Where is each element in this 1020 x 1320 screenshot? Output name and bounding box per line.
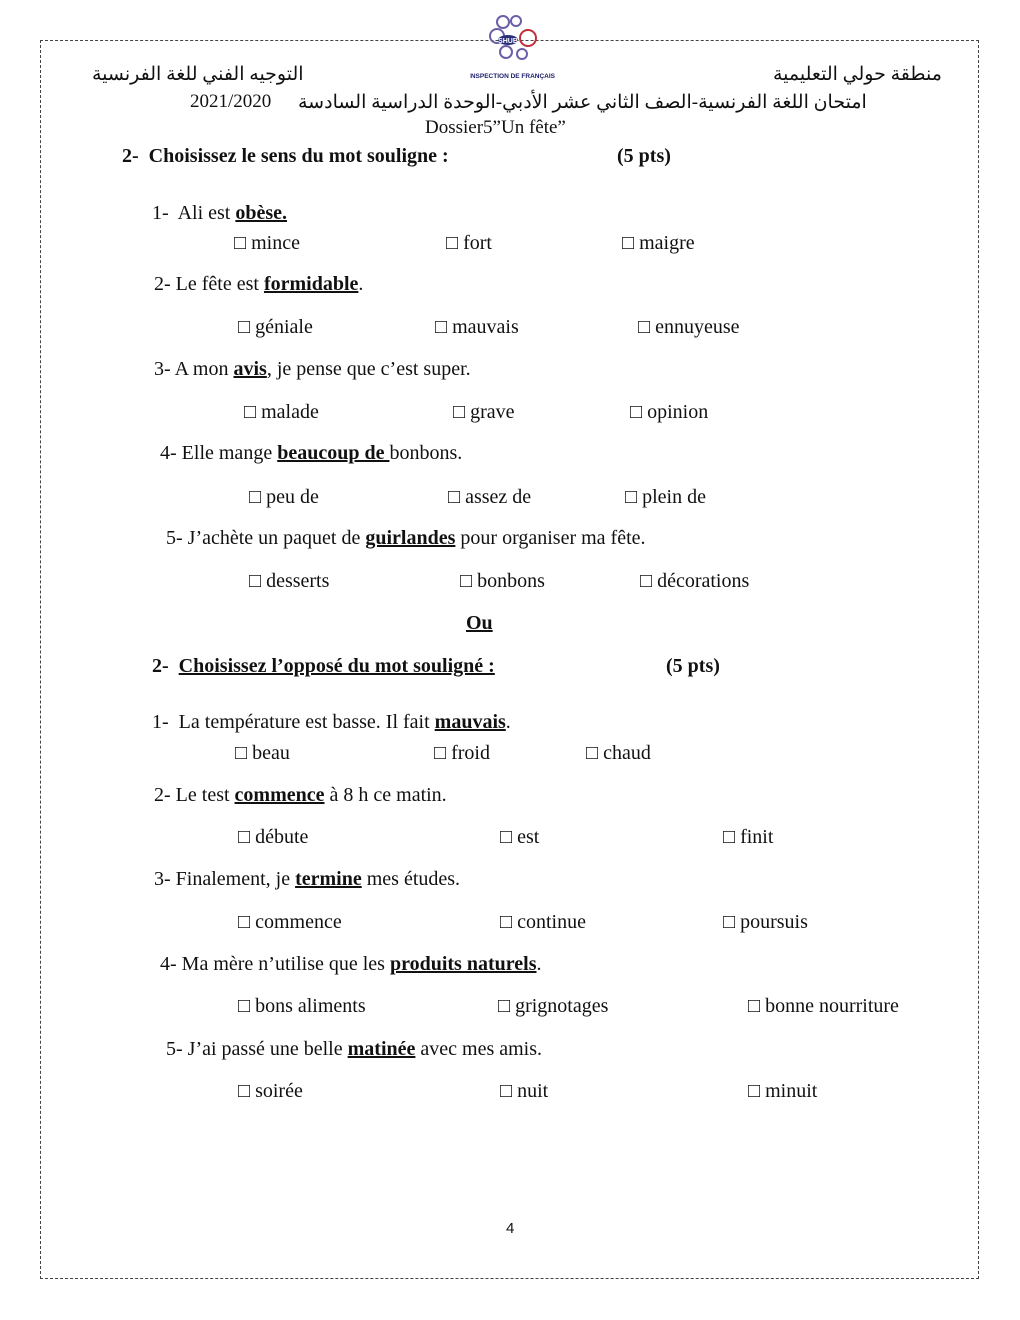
s1-q5-option-b[interactable]: □ bonbons <box>460 570 545 592</box>
s2-question-2: 2- Le test commence à 8 h ce matin. <box>154 784 447 806</box>
s2-q3-option-c[interactable]: □ poursuis <box>723 911 808 933</box>
s1-q3-option-a[interactable]: □ malade <box>244 401 319 423</box>
section1-number: 2- <box>122 145 139 167</box>
s1-q2-option-b[interactable]: □ mauvais <box>435 316 519 338</box>
s2-question-3: 3- Finalement, je termine mes études. <box>154 868 461 890</box>
header-dossier: Dossier5”Un fête” <box>425 117 566 138</box>
s1-q1-option-c[interactable]: □ maigre <box>622 232 695 254</box>
underlined-word: matinée <box>347 1038 416 1060</box>
s1-question-3: 3- A mon avis, je pense que c’est super. <box>154 358 471 380</box>
s2-q4-option-a[interactable]: □ bons aliments <box>238 995 366 1017</box>
s1-question-4: 4- Elle mange beaucoup de bonbons. <box>160 442 463 464</box>
section1-instruction: Choisissez le sens du mot souligne : <box>148 145 449 167</box>
s1-question-2: 2- Le fête est formidable. <box>154 273 364 295</box>
s2-q5-option-c[interactable]: □ minuit <box>748 1080 818 1102</box>
underlined-word: obèse. <box>235 202 288 224</box>
s1-q5-option-c[interactable]: □ décorations <box>640 570 750 592</box>
s2-q2-option-a[interactable]: □ débute <box>238 826 309 848</box>
s1-question-1: 1- Ali est obèse. <box>152 202 288 224</box>
section2-instruction: Choisissez l’opposé du mot souligné : <box>178 655 495 677</box>
logo-badge: SHUB <box>498 38 518 45</box>
underlined-word: beaucoup de <box>277 442 390 464</box>
s2-q2-option-c[interactable]: □ finit <box>723 826 774 848</box>
s2-q1-option-c[interactable]: □ chaud <box>586 742 651 764</box>
s2-q4-option-c[interactable]: □ bonne nourriture <box>748 995 899 1017</box>
section2-number: 2- <box>152 655 169 677</box>
inspection-logo <box>470 12 560 82</box>
s2-q4-option-b[interactable]: □ grignotages <box>498 995 609 1017</box>
s1-q3-option-c[interactable]: □ opinion <box>630 401 709 423</box>
underlined-word: guirlandes <box>365 527 456 549</box>
underlined-word: termine <box>295 868 362 890</box>
underlined-word: mauvais <box>434 711 506 733</box>
header-year: 2021/2020 <box>190 91 272 112</box>
s1-question-5: 5- J’achète un paquet de guirlandes pour organiser ma fête. <box>166 527 646 549</box>
s2-q5-option-b[interactable]: □ nuit <box>500 1080 549 1102</box>
s1-q2-option-a[interactable]: □ géniale <box>238 316 313 338</box>
s2-question-5: 5- J’ai passé une belle matinée avec mes amis. <box>166 1038 543 1060</box>
s1-q3-option-b[interactable]: □ grave <box>453 401 515 423</box>
underlined-word: produits naturels <box>389 953 537 975</box>
section2-heading <box>152 655 495 678</box>
separator-ou: Ou <box>466 612 493 634</box>
page-number: 4 <box>506 1220 515 1237</box>
s1-q5-option-a[interactable]: □ desserts <box>249 570 330 592</box>
s1-q1-option-b[interactable]: □ fort <box>446 232 492 254</box>
s1-q4-option-c[interactable]: □ plein de <box>625 486 706 508</box>
s2-question-1: 1- La température est basse. Il fait mauvais. <box>152 711 511 733</box>
logo-caption: INSPECTION DE FRANÇAIS <box>470 73 555 80</box>
section2-points: (5 pts) <box>666 655 720 677</box>
s2-q3-option-b[interactable]: □ continue <box>500 911 586 933</box>
s1-q2-option-c[interactable]: □ ennuyeuse <box>638 316 740 338</box>
underlined-word: commence <box>234 784 325 806</box>
section1-heading <box>122 145 449 168</box>
s1-q1-option-a[interactable]: □ mince <box>234 232 300 254</box>
header-exam-title: امتحان اللغة الفرنسية-الصف الثاني عشر الأدبي-الوحدة الدراسية السادسة <box>298 92 867 113</box>
s2-q1-option-a[interactable]: □ beau <box>235 742 290 764</box>
s1-q4-option-a[interactable]: □ peu de <box>249 486 319 508</box>
section1-points: (5 pts) <box>617 145 671 167</box>
underlined-word: avis <box>233 358 267 380</box>
header-right-org: منطقة حولي التعليمية <box>773 64 942 85</box>
s2-q1-option-b[interactable]: □ froid <box>434 742 490 764</box>
underlined-word: formidable <box>263 273 359 295</box>
s2-q2-option-b[interactable]: □ est <box>500 826 540 848</box>
s2-q3-option-a[interactable]: □ commence <box>238 911 342 933</box>
s1-q4-option-b[interactable]: □ assez de <box>448 486 532 508</box>
header-left-org: التوجيه الفني للغة الفرنسية <box>92 64 304 85</box>
s2-question-4: 4- Ma mère n’utilise que les produits naturels. <box>160 953 542 975</box>
s2-q5-option-a[interactable]: □ soirée <box>238 1080 303 1102</box>
